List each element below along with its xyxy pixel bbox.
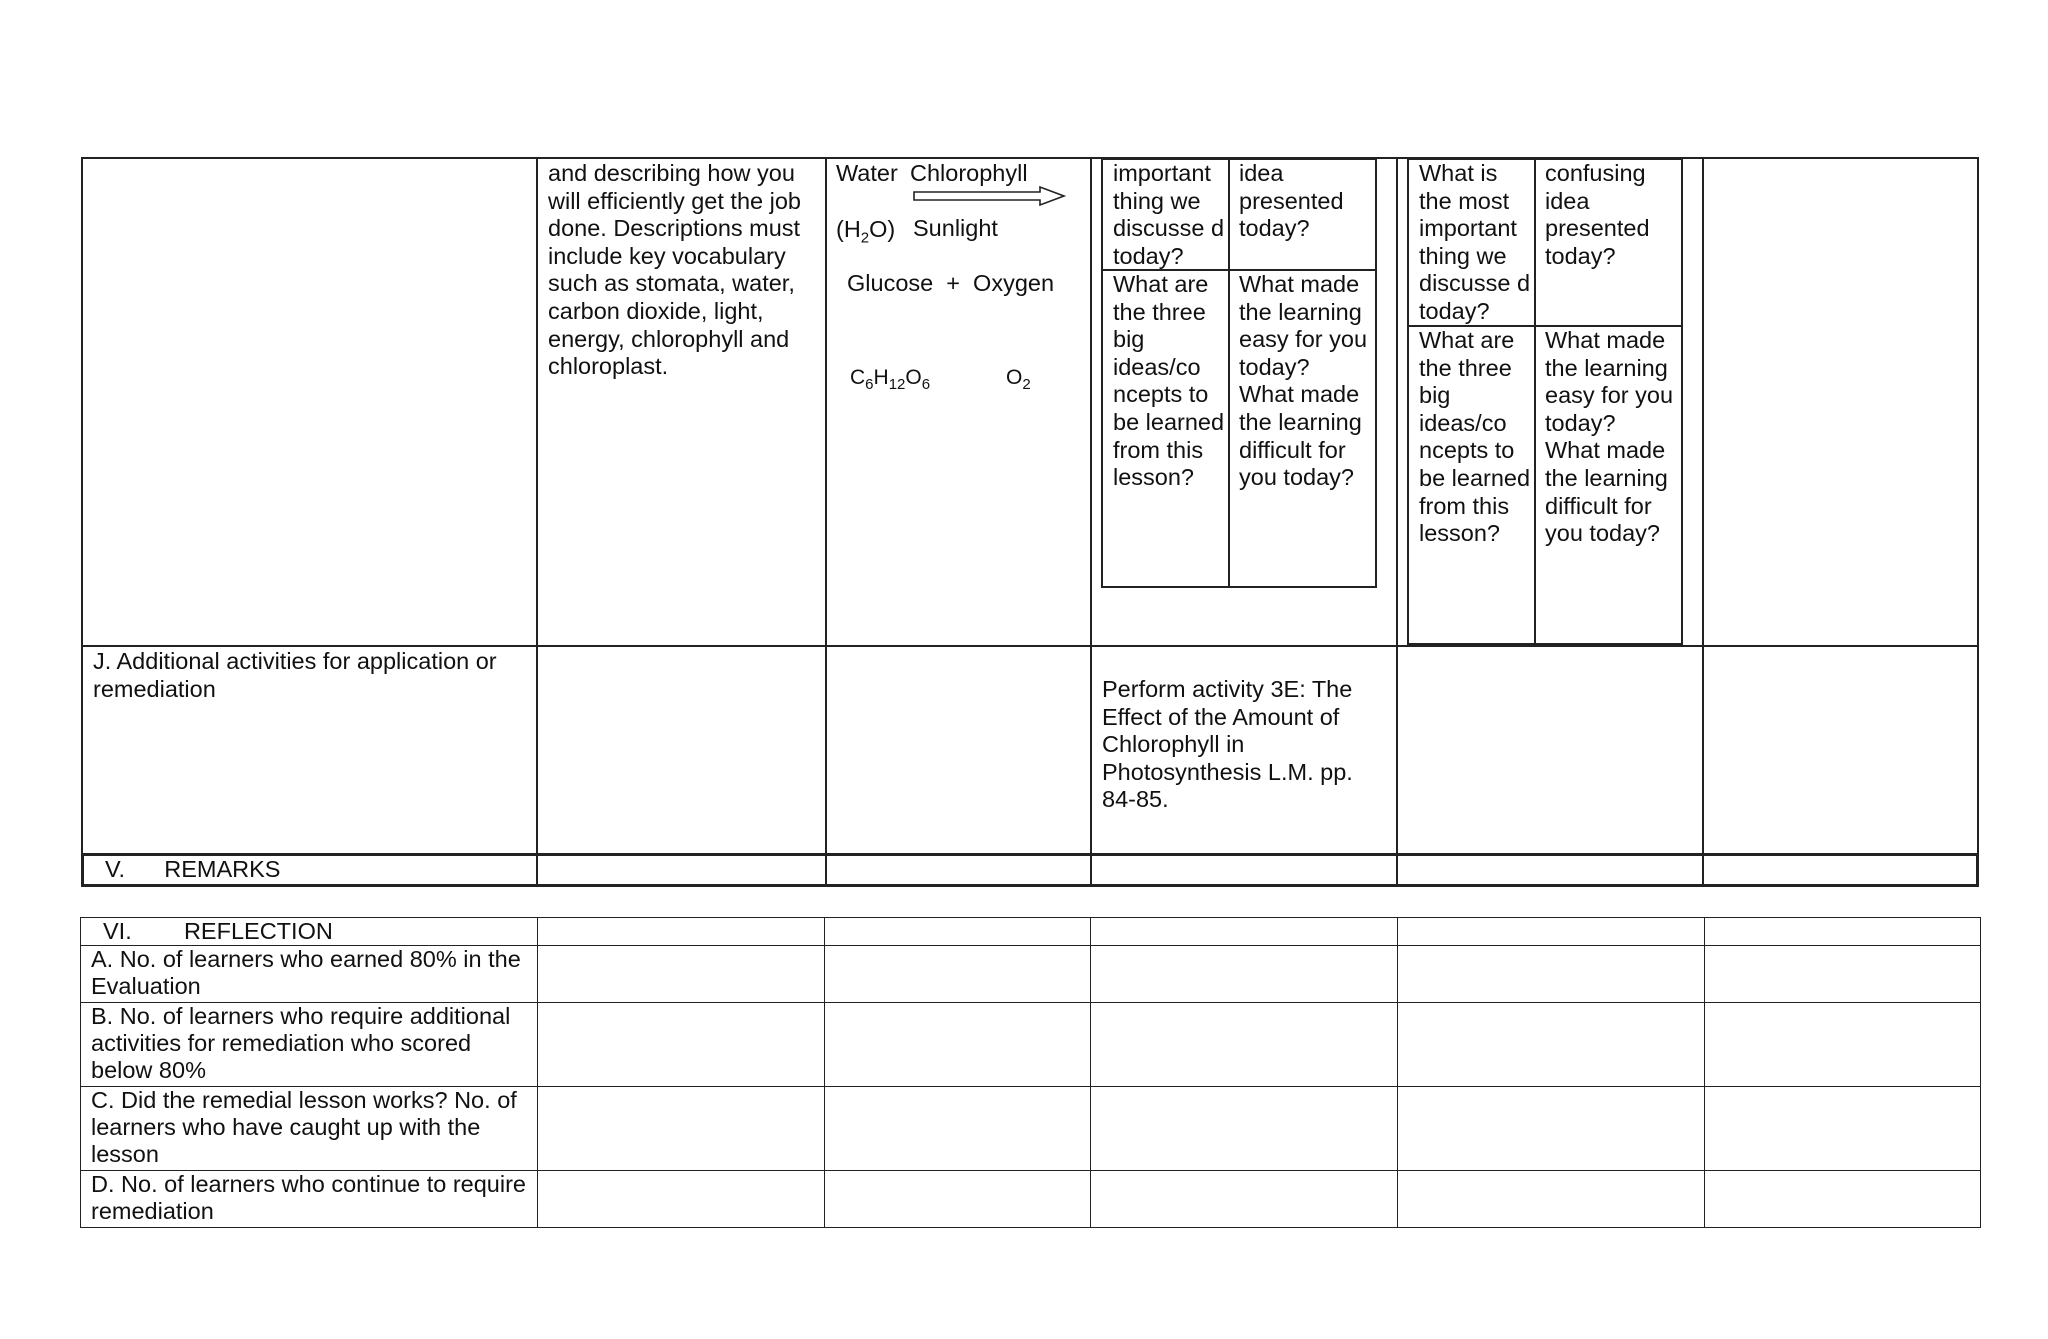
reflection-header-row <box>81 918 1981 946</box>
reflection-row-label: D. No. of learners who continue to require remediation <box>81 1171 538 1228</box>
equation-sunlight: Sunlight <box>913 215 998 241</box>
reflection-cell <box>825 1003 1091 1087</box>
reflection-row-b <box>81 1003 1981 1087</box>
row-divider-j <box>81 645 1979 647</box>
reflection-cell <box>1398 1003 1705 1087</box>
reflection-cell <box>1398 1171 1705 1228</box>
reflection-cell <box>1705 946 1981 1003</box>
box-a-right <box>1375 158 1377 588</box>
row-j-activity: Perform activity 3E: The Effect of the Amount of Chlorophyll in Photosynthesis L.M. pp. 84-85. <box>1102 676 1353 813</box>
equation-oxygen-formula: $O_2$ <box>1006 365 1031 393</box>
box-a-cell4: What made the learning easy for you today? What made the learning difficult for you today? <box>1239 271 1368 491</box>
equation-water: Water <box>836 160 898 186</box>
reflection-cell <box>1091 918 1398 946</box>
reflection-row-label: B. No. of learners who require additional activities for remediation who scored below 80% <box>81 1003 538 1087</box>
reflection-cell <box>1705 1087 1981 1171</box>
box-a-bottom <box>1101 586 1377 588</box>
reflection-cell <box>538 1171 825 1228</box>
reflection-cell <box>1091 1171 1398 1228</box>
box-b-mid-v <box>1534 158 1536 645</box>
box-b-bottom <box>1407 643 1683 645</box>
row-divider-remarks-top <box>81 853 1979 856</box>
col-divider-3 <box>1090 157 1092 887</box>
reflection-cell <box>1398 1087 1705 1171</box>
reflection-cell <box>1705 1171 1981 1228</box>
reflection-cell <box>1398 918 1705 946</box>
box-b-cell2: confusing idea presented today? <box>1545 160 1650 269</box>
reflection-row-label: A. No. of learners who earned 80% in the Evaluation <box>81 946 538 1003</box>
reflection-cell <box>538 1087 825 1171</box>
reflection-cell <box>538 946 825 1003</box>
box-a-cell2: idea presented today? <box>1239 160 1344 242</box>
remarks-right-bold <box>1976 853 1979 887</box>
box-b-left <box>1407 158 1409 645</box>
equation-chlorophyll: Chlorophyll <box>910 160 1028 186</box>
col-divider-1 <box>536 157 538 887</box>
reflection-table <box>80 917 1981 1228</box>
reflection-cell <box>1091 946 1398 1003</box>
col-divider-2 <box>825 157 827 887</box>
reflection-cell <box>1091 1003 1398 1087</box>
col-divider-5 <box>1702 157 1704 887</box>
reflection-cell <box>1398 946 1705 1003</box>
reflection-cell <box>538 918 825 946</box>
reflection-cell <box>825 1087 1091 1171</box>
reflection-row-c <box>81 1087 1981 1171</box>
box-a-cell3: What are the three big ideas/co ncepts to be learned from this lesson? <box>1113 271 1225 491</box>
reflection-header: VI. REFLECTION <box>81 918 538 946</box>
reflection-cell <box>825 918 1091 946</box>
col-divider-4 <box>1396 157 1398 887</box>
equation-arrow-icon <box>912 185 1068 207</box>
box-b-cell1: What is the most important thing we discusse d today? <box>1419 160 1531 324</box>
box-b-right <box>1681 158 1683 645</box>
reflection-cell <box>1705 918 1981 946</box>
col2-description-text: and describing how you will efficiently get the job done. Descriptions must include key vocabulary such as stomata, water, carbon dioxide, light, energy, chlorophyll and chloroplast. <box>548 160 801 380</box>
reflection-row-a <box>81 946 1981 1003</box>
box-a-mid-v <box>1228 158 1230 588</box>
box-a-cell1: important thing we discusse d today? <box>1113 160 1225 269</box>
row-divider-remarks-bottom <box>81 884 1979 887</box>
upper-table-right-border <box>1977 157 1979 887</box>
box-b-cell4: What made the learning easy for you today? What made the learning difficult for you today? <box>1545 327 1674 547</box>
reflection-cell <box>825 1171 1091 1228</box>
reflection-cell <box>1091 1087 1398 1171</box>
equation-h2o: $(H_2O)$ <box>836 215 896 247</box>
reflection-cell <box>825 946 1091 1003</box>
box-b-cell3: What are the three big ideas/co ncepts to be learned from this lesson? <box>1419 327 1531 547</box>
box-a-left <box>1101 158 1103 588</box>
upper-table-top-border <box>81 157 1979 159</box>
reflection-cell <box>538 1003 825 1087</box>
row-j-label: J. Additional activities for application or remediation <box>93 648 497 702</box>
equation-products: Glucose + Oxygen <box>847 270 1055 296</box>
upper-table-left-border <box>81 157 83 887</box>
reflection-row-label: C. Did the remedial lesson works? No. of learners who have caught up with the lesson <box>81 1087 538 1171</box>
remarks-label: V. REMARKS <box>105 856 281 882</box>
reflection-cell <box>1705 1003 1981 1087</box>
remarks-left-bold <box>81 853 84 887</box>
reflection-row-d <box>81 1171 1981 1228</box>
equation-glucose-formula: $C_6H_{12}O_6$ <box>850 365 931 393</box>
